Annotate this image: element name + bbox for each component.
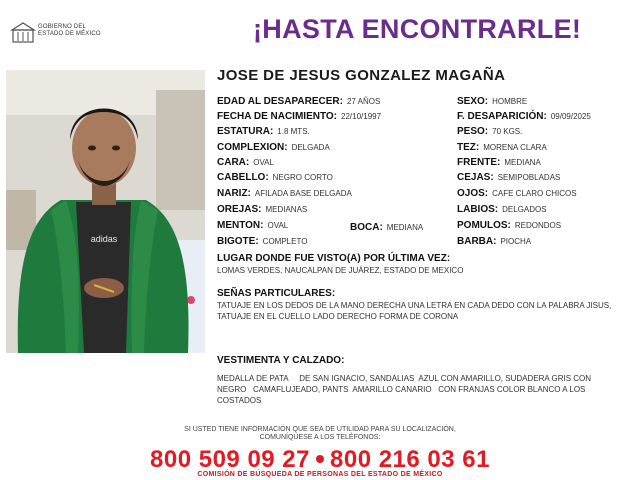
mustache-value: COMPLETO (262, 237, 308, 246)
phone-number-2[interactable]: 800 216 03 61 (330, 446, 490, 473)
field-weight (457, 126, 522, 137)
beard-value: PIOCHA (500, 237, 532, 246)
government-logo-text (38, 24, 101, 38)
field-cheekbones (457, 220, 561, 231)
field-beard (457, 236, 531, 247)
field-complexion (457, 142, 547, 153)
weight-value: 70 KGS. (492, 127, 523, 136)
phone-numbers (0, 446, 640, 474)
disappearance-date-value: 09/09/2025 (550, 112, 591, 121)
last-seen-value: LOMAS VERDES, NAUCALPAN DE JUÁREZ, ESTADO DE MEXICO (217, 266, 464, 275)
mustache-label: BIGOTE: (217, 236, 259, 247)
birthdate-value: 22/10/1997 (341, 112, 382, 121)
build-label: COMPLEXION: (217, 142, 288, 153)
hoodie-logo-text: adidas (90, 234, 118, 244)
field-mouth (350, 222, 423, 233)
disappearance-date-label: F. DESAPARICIÓN: (457, 111, 547, 122)
field-face (217, 157, 274, 168)
field-mustache (217, 236, 307, 247)
campaign-slogan: ¡HASTA ENCONTRARLE! (253, 14, 582, 44)
field-hair (217, 172, 333, 183)
height-value: 1.8 MTS. (277, 127, 310, 136)
last-seen-label: LUGAR DONDE FUE VISTO(A) POR ÚLTIMA VEZ: (217, 253, 451, 264)
beard-label: BARBA: (457, 236, 497, 247)
lips-label: LABIOS: (457, 204, 499, 215)
field-lips (457, 204, 547, 215)
field-eyebrows (457, 172, 560, 183)
chin-label: MENTON: (217, 220, 264, 231)
cheekbones-value: REDONDOS (514, 221, 562, 230)
field-sex (457, 96, 527, 107)
age-label: EDAD AL DESAPARECER: (217, 96, 343, 107)
birthdate-label: FECHA DE NACIMIENTO: (217, 111, 337, 122)
state-emblem-icon (10, 21, 36, 45)
sex-value: HOMBRE (492, 97, 528, 106)
face-label: CARA: (217, 157, 250, 168)
sex-label: SEXO: (457, 96, 489, 107)
clothing-label: VESTIMENTA Y CALZADO: (217, 355, 345, 366)
eyes-label: OJOS: (457, 188, 489, 199)
hair-value: NEGRO CORTO (272, 173, 333, 182)
clothing-value: MEDALLA DE PATA DE SAN IGNACIO, SANDALIAS AZUL CON AMARILLO, SUDADERA GRIS CON NEGRO CAMAFLUJEADO, PANTS AMARILLO CANARIO CON FRANJAS COLOR BLANCO A LOS COSTADOS (217, 374, 594, 405)
field-ears (217, 204, 307, 215)
field-height (217, 126, 310, 137)
lips-value: DELGADOS (502, 205, 547, 214)
eyes-value: CAFE CLARO CHICOS (492, 189, 577, 198)
height-label: ESTATURA: (217, 126, 274, 137)
build-value: DELGADA (291, 143, 330, 152)
distinguishing-marks-label: SEÑAS PARTICULARES: (217, 288, 336, 299)
eyebrows-label: CEJAS: (457, 172, 494, 183)
bullet-separator-icon (316, 455, 324, 463)
field-chin (217, 220, 288, 231)
field-age (217, 96, 380, 107)
field-disappearance-date (457, 111, 591, 122)
field-birthdate (217, 111, 381, 122)
field-forehead (457, 157, 541, 168)
nose-value: AFILADA BASE DELGADA (254, 189, 352, 198)
eyebrows-value: SEMIPOBLADAS (497, 173, 561, 182)
cheekbones-label: POMULOS: (457, 220, 511, 231)
gov-line-2: ESTADO DE MÉXICO (38, 31, 101, 37)
complexion-label: TEZ: (457, 142, 480, 153)
contact-info-line-2: COMUNÍQUESE A LOS TELÉFONOS: (259, 434, 381, 441)
weight-label: PESO: (457, 126, 489, 137)
age-value: 27 AÑOS (346, 97, 381, 106)
ears-value: MEDIANAS (265, 205, 308, 214)
person-name: JOSE DE JESUS GONZALEZ MAGAÑA (217, 67, 506, 84)
complexion-value: MORENA CLARA (483, 143, 547, 152)
field-eyes (457, 188, 577, 199)
forehead-label: FRENTE: (457, 157, 501, 168)
face-value: OVAL (253, 158, 274, 167)
nose-label: NARIZ: (217, 188, 251, 199)
field-nose (217, 188, 352, 199)
phone-number-1[interactable]: 800 509 09 27 (150, 446, 310, 473)
chin-value: OVAL (267, 221, 289, 230)
ears-label: OREJAS: (217, 204, 262, 215)
missing-person-photo (6, 70, 205, 353)
distinguishing-marks-value: TATUAJE EN LOS DEDOS DE LA MANO DERECHA UNA LETRA EN CADA DEDO CON LA PALABRA JISUS, TATUAJE EN EL CUELLO LADO DERECHO FORMA DE CORONA (217, 301, 612, 321)
forehead-value: MEDIANA (504, 158, 541, 167)
gov-line-1: GOBIERNO DEL (38, 24, 87, 30)
contact-info-line-1: SI USTED TIENE INFORMACIÓN QUE SEA DE UTILIDAD PARA SU LOCALIZACIÓN, (184, 426, 456, 433)
field-build (217, 142, 330, 153)
commission-footer: COMISIÓN DE BÚSQUEDA DE PERSONAS DEL ESTADO DE MÉXICO (197, 471, 443, 478)
hair-label: CABELLO: (217, 172, 269, 183)
mouth-value: MEDIANA (386, 223, 424, 232)
mouth-label: BOCA: (350, 222, 383, 233)
